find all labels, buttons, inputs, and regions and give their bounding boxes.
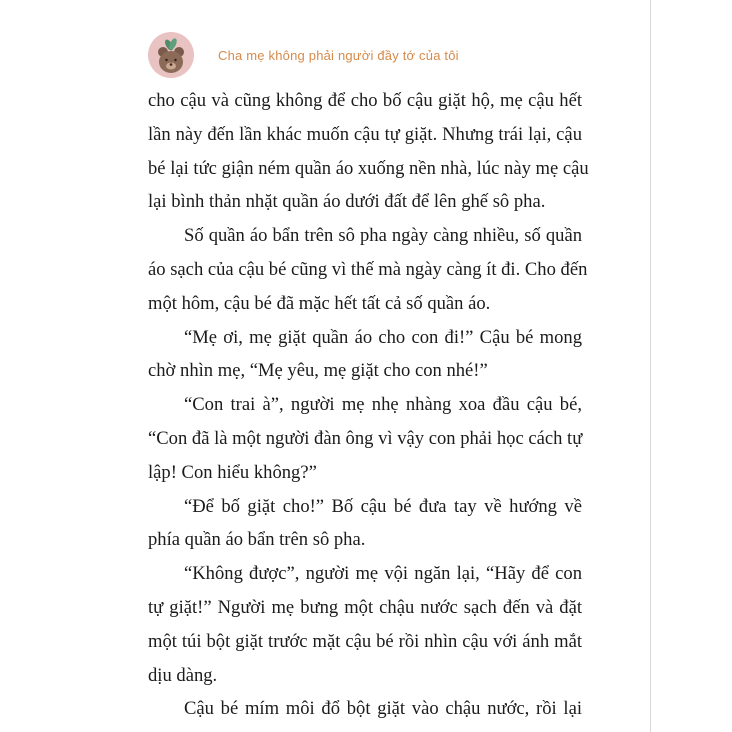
text-line: lập! Con hiểu không?” <box>148 461 317 483</box>
text-line: Cậu bé mím môi đổ bột giặt vào chậu nước, rồi lại <box>184 698 582 720</box>
bear-face-icon <box>148 32 194 78</box>
text-line: “Không được”, người mẹ vội ngăn lại, “Hãy để con <box>184 563 582 585</box>
text-line: “Để bố giặt cho!” Bố cậu bé đưa tay về hướng về <box>184 495 582 517</box>
text-line: lần này đến lần khác muốn cậu tự giặt. Nhưng trái lại, cậu <box>148 123 582 145</box>
page-edge-divider <box>650 0 651 732</box>
running-header <box>148 30 459 80</box>
text-line: áo sạch của cậu bé cũng vì thế mà ngày càng ít đi. Cho đến <box>148 258 588 280</box>
text-line: lại bình thản nhặt quần áo dưới đất để lên ghế sô pha. <box>148 191 546 213</box>
header-title: Cha mẹ không phải người đầy tớ của tôi <box>218 47 459 63</box>
text-line: một hôm, cậu bé đã mặc hết tất cả số quần áo. <box>148 292 491 314</box>
text-line: Số quần áo bẩn trên sô pha ngày càng nhiều, số quần <box>184 225 582 247</box>
text-line: tự giặt!” Người mẹ bưng một chậu nước sạch đến và đặt <box>148 596 582 618</box>
text-line: bé lại tức giận ném quần áo xuống nền nhà, lúc này mẹ cậu <box>148 157 589 179</box>
text-line: cho cậu và cũng không để cho bố cậu giặt hộ, mẹ cậu hết <box>148 90 582 111</box>
text-line: dịu dàng. <box>148 664 218 686</box>
text-line: chờ nhìn mẹ, “Mẹ yêu, mẹ giặt cho con nhé!” <box>148 360 488 382</box>
text-line: “Mẹ ơi, mẹ giặt quần áo cho con đi!” Cậu bé mong <box>184 326 582 348</box>
text-line: phía quần áo bẩn trên sô pha. <box>148 529 366 551</box>
body-text <box>148 84 589 726</box>
text-line: “Con đã là một người đàn ông vì vậy con phải học cách tự <box>148 427 583 449</box>
text-line: “Con trai à”, người mẹ nhẹ nhàng xoa đầu cậu bé, <box>184 394 582 416</box>
text-line: một túi bột giặt trước mặt cậu bé rồi nhìn cậu với ánh mắt <box>148 630 582 652</box>
